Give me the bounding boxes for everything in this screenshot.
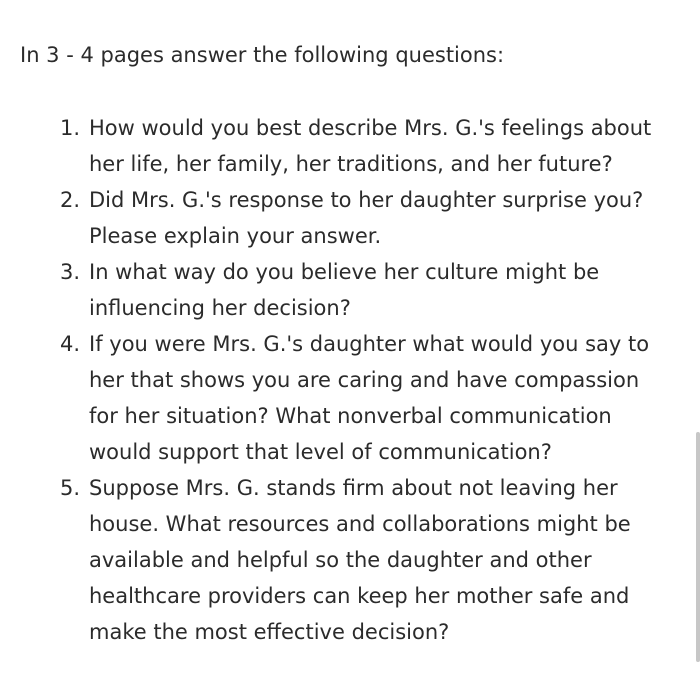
question-number: 1. [60, 116, 81, 140]
question-number: 4. [60, 332, 81, 356]
question-item-1 [60, 110, 670, 182]
scrollbar[interactable] [696, 432, 700, 662]
question-item-4 [60, 326, 670, 470]
question-item-5 [60, 470, 670, 650]
question-item-3 [60, 254, 670, 326]
question-number: 3. [60, 260, 81, 284]
question-text: If you were Mrs. G.'s daughter what would you say to her that shows you are caring and have compassion for her situation? What nonverbal communication would support that level of communication? [89, 332, 650, 464]
intro-text: In 3 - 4 pages answer the following questions: [20, 43, 505, 67]
question-number: 5. [60, 476, 81, 500]
question-text: How would you best describe Mrs. G.'s feelings about her life, her family, her traditions, and her future? [89, 116, 652, 176]
question-text: In what way do you believe her culture might be influencing her decision? [89, 260, 600, 320]
question-text: Did Mrs. G.'s response to her daughter surprise you? Please explain your answer. [89, 188, 644, 248]
question-list [60, 110, 670, 650]
question-number: 2. [60, 188, 81, 212]
question-item-2 [60, 182, 670, 254]
question-text: Suppose Mrs. G. stands firm about not leaving her house. What resources and collaborations might be available and helpful so the daughter and other healthcare providers can keep her mother safe and make the most effective decision? [89, 476, 631, 644]
